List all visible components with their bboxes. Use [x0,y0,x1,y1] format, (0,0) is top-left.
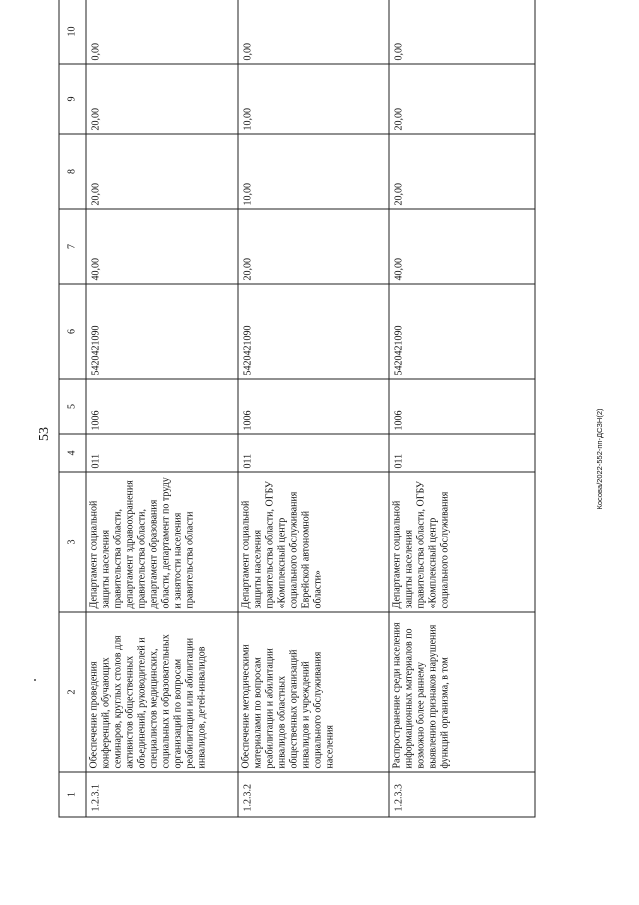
column-header: 3 [59,472,86,612]
activity-executor: Департамент социальной защиты населения правительства области, департамент здравоохранения правительства области, департамент образования области, департамент по труду и занятости населения правительства области [86,472,238,612]
column-header: 2 [59,612,86,772]
activity-name: Распространение среди населения информационных материалов по возможно более раннему выявлению признаков нарушения функций организма, в том [389,612,535,772]
section-code: 1006 [238,379,390,434]
amount-col8: 20,00 [389,134,535,209]
amount-col10: 0,00 [389,0,535,64]
activity-id: 1.2.3.3 [389,772,535,817]
section-code: 1006 [86,379,238,434]
table-row [389,0,535,817]
target-article-code: 5420421090 [86,284,238,379]
header-row [59,0,86,817]
program-activities-table [59,0,536,818]
document-code: Косова/2022-552-пп-ДСЗН(2) [595,408,604,510]
column-header: 5 [59,379,86,434]
column-header: 10 [59,0,86,64]
column-header: 7 [59,209,86,284]
activity-executor: Департамент социальной защиты населения правительства области, ОГБУ «Комплексный центр социального обслуживания [389,472,535,612]
ministry-code: 011 [389,434,535,472]
column-header: 8 [59,134,86,209]
amount-col9: 20,00 [86,64,238,134]
column-header: 4 [59,434,86,472]
amount-col8: 20,00 [86,134,238,209]
section-code: 1006 [389,379,535,434]
column-header: 1 [59,772,86,817]
table-row [86,0,238,817]
scan-speck [34,679,36,681]
amount-col9: 10,00 [238,64,390,134]
amount-total: 40,00 [86,209,238,284]
activity-name: Обеспечение проведения конференций, обучающих семинаров, круглых столов для активистов общественных объединений, руководителей и специалистов медицинских, социальных и образовательных организаций по вопросам реабилитации или абилитации инвалидов, детей-инвалидов [86,612,238,772]
activity-executor: Департамент социальной защиты населения правительства области, ОГБУ «Комплексный центр социального обслуживания Еврейской автономной области» [238,472,390,612]
amount-total: 20,00 [238,209,390,284]
page-number: 53 [37,427,52,441]
amount-col9: 20,00 [389,64,535,134]
amount-col8: 10,00 [238,134,390,209]
activity-name: Обеспечение методическими материалами по вопросам реабилитации и абилитации инвалидов областных общественных организаций инвалидов и учреждений социального обслуживания населения [238,612,390,772]
amount-total: 40,00 [389,209,535,284]
table-row [238,0,390,817]
target-article-code: 5420421090 [389,284,535,379]
ministry-code: 011 [238,434,390,472]
target-article-code: 5420421090 [238,284,390,379]
amount-col10: 0,00 [238,0,390,64]
column-header: 6 [59,284,86,379]
column-header: 9 [59,64,86,134]
ministry-code: 011 [86,434,238,472]
activity-id: 1.2.3.1 [86,772,238,817]
activity-id: 1.2.3.2 [238,772,390,817]
amount-col10: 0,00 [86,0,238,64]
rotated-table-container [59,0,536,818]
